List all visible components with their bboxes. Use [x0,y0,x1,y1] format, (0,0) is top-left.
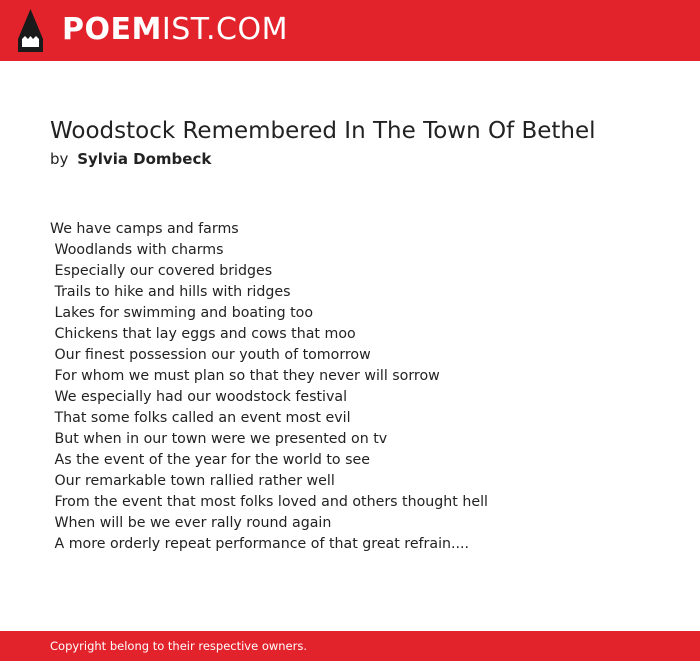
pencil-icon [18,9,43,52]
poem-title: Woodstock Remembered In The Town Of Bethel [50,118,596,144]
poem-line: But when in our town were we presented on tv [50,431,388,447]
poem-line: From the event that most folks loved and others thought hell [50,494,488,510]
poem-line: Woodlands with charms [50,242,224,258]
poem-line: Trails to hike and hills with ridges [50,284,291,300]
author-name: Sylvia Dombeck [77,150,212,168]
site-logo[interactable] [62,12,288,48]
byline [50,148,211,170]
site-header [0,0,700,61]
poem-line: We have camps and farms [50,221,239,237]
poem-line: Our remarkable town rallied rather well [50,473,335,489]
poem-line: Especially our covered bridges [50,263,273,279]
copyright-text: Copyright belong to their respective owners. [50,639,308,653]
poem-line: Our finest possession our youth of tomorrow [50,347,371,363]
poem-line: A more orderly repeat performance of that great refrain.... [50,536,470,552]
poem-line: Chickens that lay eggs and cows that moo [50,326,356,342]
by-label: by [50,150,69,168]
poem-line: As the event of the year for the world to see [50,452,370,468]
poem-line: When will be we ever rally round again [50,515,332,531]
poem-line: Lakes for swimming and boating too [50,305,314,321]
logo-bold-text: POEM [62,12,162,47]
poem-line: For whom we must plan so that they never will sorrow [50,368,440,384]
poem-body [50,219,670,555]
site-footer [0,631,700,661]
logo-light-text: IST.COM [161,12,288,47]
poem-line: That some folks called an event most evil [50,410,351,426]
poem-line: We especially had our woodstock festival [50,389,348,405]
